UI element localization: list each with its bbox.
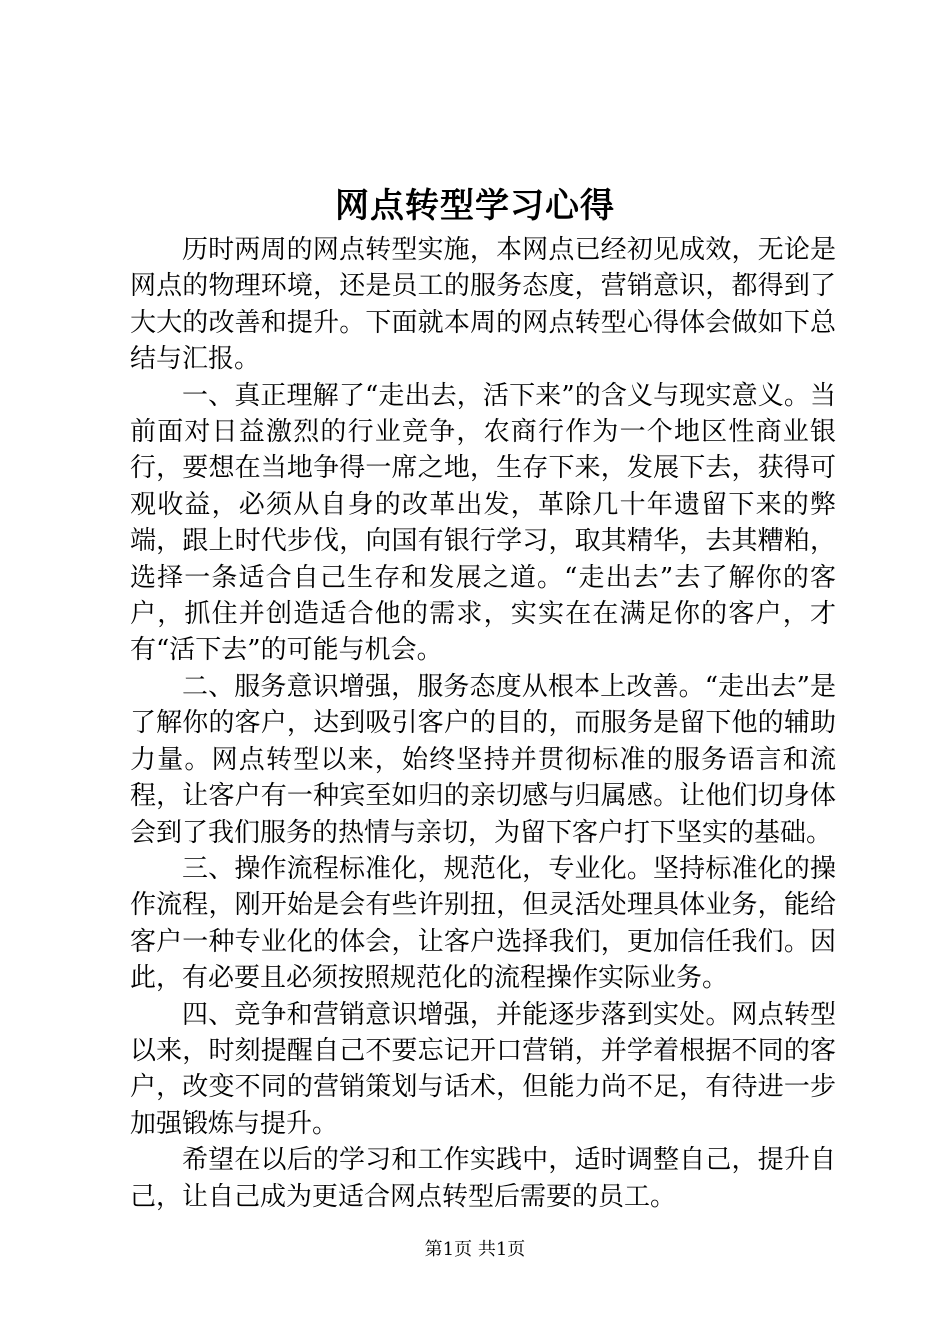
paragraph-intro: 历时两周的网点转型实施，本网点已经初见成效，无论是网点的物理环境，还是员工的服务态度，营销意识，都得到了大大的改善和提升。下面就本周的网点转型心得体会做如下总结与汇报。: [130, 235, 836, 375]
paragraph-section-3: 三、操作流程标准化，规范化，专业化。坚持标准化的操作流程，刚开始是会有些许别扭，但灵活处理具体业务，能给客户一种专业化的体会，让客户选择我们，更加信任我们。因此，有必要且必须按照规范化的流程操作实际业务。: [130, 853, 836, 994]
paragraph-section-1: 一、真正理解了“走出去，活下来”的含义与现实意义。当前面对日益激烈的行业竞争，农商行作为一个地区性商业银行，要想在当地争得一席之地，生存下来，发展下去，获得可观收益，必须从自身的改革出发，革除几十年遗留下来的弊端，跟上时代步伐，向国有银行学习，取其精华，去其糟粕，选择一条适合自己生存和发展之道。“走出去”去了解你的客户，抓住并创造适合他的需求，实实在在满足你的客户，才有“活下去”的可能与机会。: [130, 380, 836, 666]
paragraph-conclusion: 希望在以后的学习和工作实践中，适时调整自己，提升自己，让自己成为更适合网点转型后需要的员工。: [130, 1145, 836, 1212]
document-body: [130, 232, 836, 1215]
paragraph-section-2: 二、服务意识增强，服务态度从根本上改善。“走出去”是了解你的客户，达到吸引客户的目的，而服务是留下他的辅助力量。网点转型以来，始终坚持并贯彻标准的服务语言和流程，让客户有一种宾至如归的亲切感与归属感。让他们切身体会到了我们服务的热情与亲切，为留下客户打下坚实的基础。: [130, 671, 836, 848]
paragraph-section-4: 四、竞争和营销意识增强，并能逐步落到实处。网点转型以来，时刻提醒自己不要忘记开口营销，并学着根据不同的客户，改变不同的营销策划与话术，但能力尚不足，有待进一步加强锻炼与提升。: [130, 999, 836, 1139]
page-footer: 第1页 共1页: [424, 1239, 526, 1260]
document-title: 网点转型学习心得: [335, 186, 615, 226]
